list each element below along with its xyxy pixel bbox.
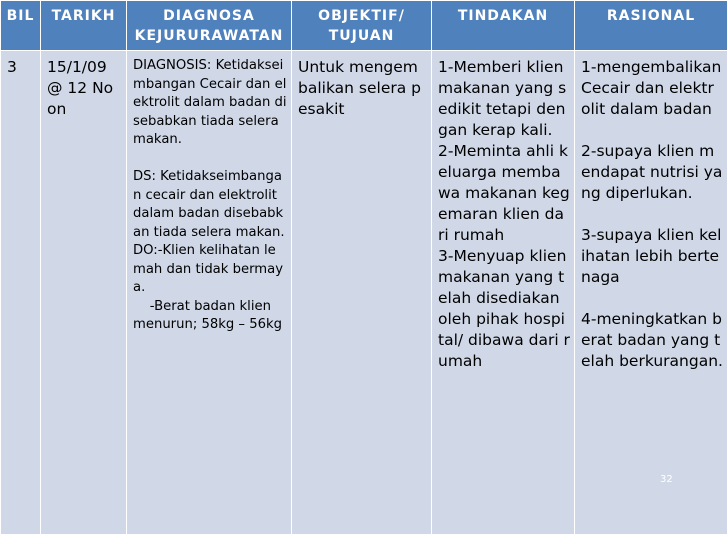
rasional-3: 3-supaya klien kelihatan lebih bertenaga [581,226,722,286]
cell-diagnosa [127,51,292,535]
tindakan-2: 2-Meminta ahli keluarga membawa makanan kegemaran klien dari rumah [438,142,570,244]
diagnosa-ds: DS: Ketidakseimbangan cecair dan elektrolit dalam badan disebabkan tiada selera makan. [133,169,285,240]
diagnosa-berat-badan: -Berat badan klien menurun; 58kg – 56kg [133,298,283,332]
cell-bil [1,51,41,535]
header-objektif: OBJEKTIF/ TUJUAN [292,1,432,51]
header-diagnosa: DIAGNOSA KEJURURAWATAN [127,1,292,51]
rasional-1: 1-mengembalikan Cecair dan elektrolit dalam badan [581,58,727,118]
cell-tindakan [432,51,575,535]
header-rasional: RASIONAL [575,1,728,51]
cell-objektif [292,51,432,535]
tarikh-value: 15/1/09 @ 12 Noon [47,58,114,118]
slide-number: 32 [660,474,673,485]
diagnosa-diagnosis: DIAGNOSIS: Ketidakseimbangan Cecair dan elektrolit dalam badan disebabkan tiada selera makan. [133,58,287,147]
cell-rasional [575,51,728,535]
table-row [1,51,728,535]
header-bil: BIL [1,1,41,51]
bil-value: 3 [7,58,17,76]
header-tindakan: TINDAKAN [432,1,575,51]
objektif-value: Untuk mengembalikan selera pesakit [298,58,421,118]
diagnosa-do: DO:-Klien kelihatan lemah dan tidak bermaya. [133,243,284,295]
cell-tarikh [41,51,127,535]
tindakan-1: 1-Memberi klien makanan yang sedikit tetapi dengan kerap kali. [438,58,569,139]
tindakan-3: 3-Menyuap klien makanan yang telah disediakan oleh pihak hospital/ dibawa dari rumah [438,247,572,370]
table-header-row [1,1,728,51]
header-tarikh: TARIKH [41,1,127,51]
rasional-2: 2-supaya klien mendapat nutrisi yang diperlukan. [581,142,723,202]
rasional-4: 4-meningkatkan berat badan yang telah berkurangan. [581,310,723,370]
